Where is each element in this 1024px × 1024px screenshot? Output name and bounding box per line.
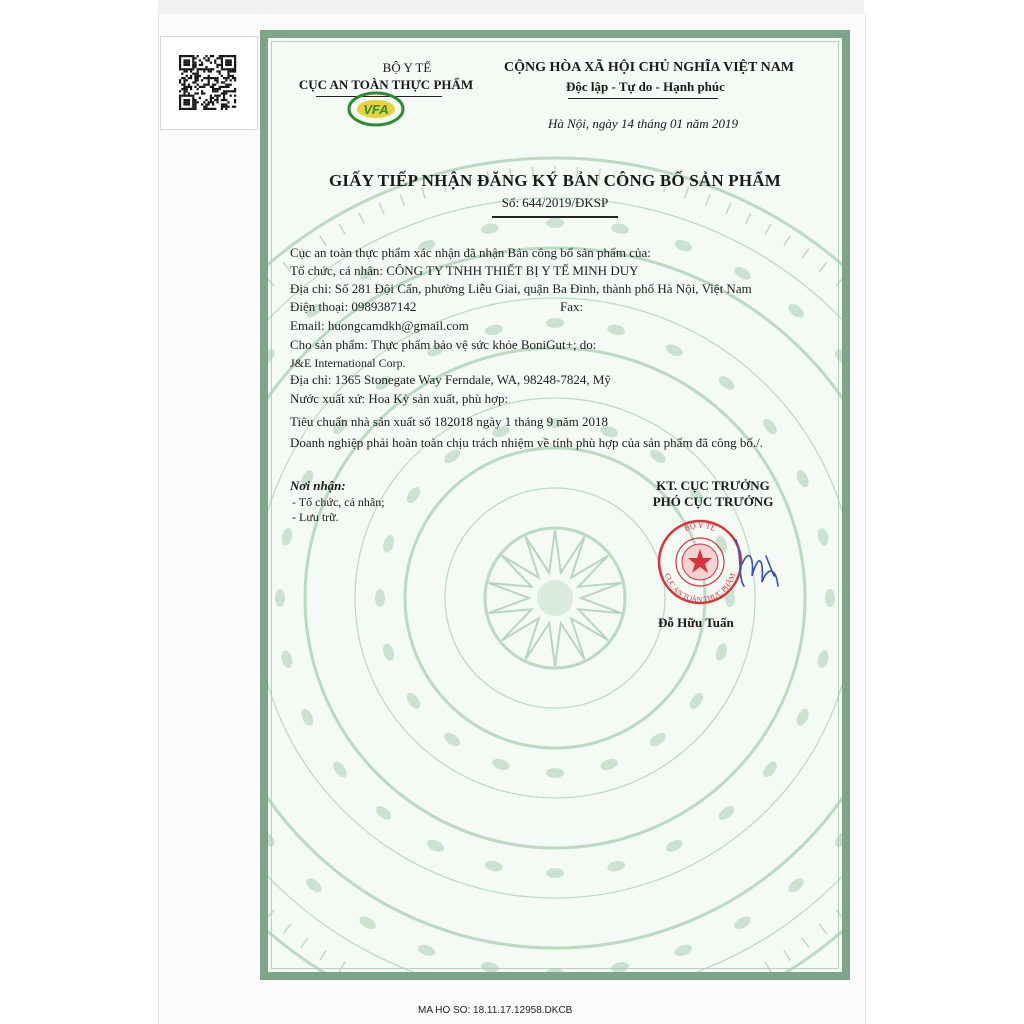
body-line-confirmation: Cục an toàn thực phẩm xác nhận đã nhận Bản công bố sản phẩm của:: [290, 245, 651, 260]
national-motto: Độc lập - Tự do - Hạnh phúc: [566, 79, 725, 94]
vfa-logo-icon: [346, 90, 406, 128]
body-line-manufacturer: J&E International Corp.: [290, 356, 406, 370]
number-underline: [492, 216, 618, 218]
place-date: Hà Nội, ngày 14 tháng 01 năm 2019: [548, 116, 738, 131]
recipient-item: - Tổ chức, cá nhân;: [292, 495, 385, 509]
stamp-bottom-text: CỤC AN TOÀN THỰC PHẨM: [662, 571, 738, 605]
issuer-agency: CỤC AN TOÀN THỰC PHẨM: [298, 77, 474, 92]
stamp-top-text: BỘ Y TẾ: [682, 520, 718, 534]
body-line-origin: Nước xuất xứ: Hoa Kỳ sản xuất, phù hợp:: [290, 391, 509, 406]
country-name: CỘNG HÒA XÃ HỘI CHỦ NGHĨA VIỆT NAM: [504, 60, 795, 75]
qr-code: [160, 36, 258, 130]
motto-underline: [568, 98, 718, 99]
body-line-address: Địa chỉ: Số 281 Đội Cấn, phường Liễu Giai, quận Ba Đình, thành phố Hà Nội, Việt Nam: [290, 281, 752, 296]
body-line-responsibility: Doanh nghiệp phải hoàn toàn chịu trách nhiệm về tính phù hợp của sản phẩm đã công bố./.: [290, 435, 763, 450]
body-line-fax: Fax:: [560, 299, 584, 314]
recipients-title: Nơi nhận:: [290, 478, 346, 493]
document-title: GIẤY TIẾP NHẬN ĐĂNG KÝ BẢN CÔNG BỐ SẢN PHẨM: [328, 171, 782, 190]
certificate: [260, 30, 850, 980]
body-line-manufacturer-address: Địa chỉ: 1365 Stonegate Way Ferndale, WA, 98248-7824, Mỹ: [290, 372, 611, 387]
signatory-title-line1: KT. CỤC TRƯỞNG: [656, 478, 770, 493]
body-line-standard: Tiêu chuẩn nhà sản xuất số 182018 ngày 1 tháng 9 năm 2018: [290, 414, 608, 429]
page-top-strip: [158, 0, 864, 14]
signer-name: Đỗ Hữu Tuấn: [658, 615, 734, 630]
document-number: Số: 644/2019/ĐKSP: [501, 195, 609, 210]
issuer-ministry: BỘ Y TẾ: [382, 60, 432, 75]
dossier-code: MA HO SO: 18.11.17.12958.DKCB: [418, 1005, 573, 1016]
body-line-phone: Điện thoại: 0989387142: [290, 299, 417, 314]
official-stamp: [654, 516, 804, 608]
recipient-item: - Lưu trữ.: [292, 510, 339, 524]
body-line-product: Cho sản phẩm: Thực phẩm bảo vệ sức khỏe BoniGut+; do:: [290, 337, 597, 352]
body-line-email: Email: huongcamdkh@gmail.com: [290, 318, 469, 333]
handwritten-signature: [736, 540, 778, 586]
signatory-title-line2: PHÓ CỤC TRƯỞNG: [652, 494, 774, 509]
qr-code-icon: [179, 55, 237, 111]
vfa-logo-text: VFA: [363, 102, 389, 117]
body-line-organization: Tổ chức, cá nhân: CÔNG TY TNHH THIẾT BỊ Y TẾ MINH DUY: [290, 263, 639, 278]
